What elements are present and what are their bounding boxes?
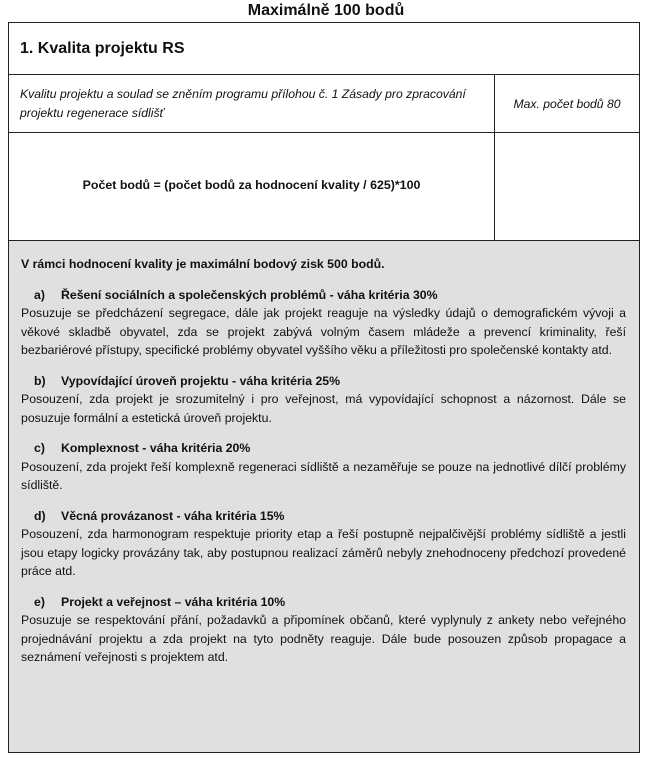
criterion-heading <box>21 439 626 458</box>
criterion-b <box>21 372 626 428</box>
criterion-d <box>21 507 626 581</box>
criterion-title: Řešení sociálních a společenských problémů - váha kritéria 30% <box>61 287 438 302</box>
criterion-text: Posouzení, zda projekt je srozumitelný i pro veřejnost, má vypovídající schopnost a názornost. Dále se posuzuje formální a estetická úroveň projektu. <box>21 392 626 425</box>
criterion-letter: d) <box>34 508 46 523</box>
criterion-a <box>21 286 626 360</box>
section-description: Kvalitu projektu a soulad se zněním programu přílohou č. 1 Zásady pro zpracování projektu regenerace sídlišť <box>20 87 466 120</box>
criterion-text: Posuzuje se respektování přání, požadavků a připomínek občanů, které vyplynuly z ankety nebo veřejného projednávání projektu a zda projekt na tyto podněty reaguje. Dále bude posouzen způsob propagace a seznámení veřejnosti s projektem atd. <box>21 613 626 664</box>
criterion-c <box>21 439 626 495</box>
section-title: 1. Kvalita projektu RS <box>9 23 639 75</box>
criterion-heading <box>21 507 626 526</box>
criterion-letter: c) <box>34 441 45 455</box>
column-divider <box>494 133 495 240</box>
criterion-title: Věcná provázanost - váha kritéria 15% <box>61 508 285 523</box>
criterion-title: Vypovídající úroveň projektu - váha kritéria 25% <box>61 373 341 388</box>
evaluation-table <box>8 22 640 753</box>
criterion-letter: b) <box>34 373 46 388</box>
max-points-cell: Max. počet bodů 80 <box>513 96 621 111</box>
criterion-heading <box>21 593 626 612</box>
points-formula: Počet bodů = (počet bodů za hodnocení kvality / 625)*100 <box>82 178 421 192</box>
criterion-e <box>21 593 626 667</box>
criterion-letter: e) <box>34 594 45 609</box>
criteria-intro: V rámci hodnocení kvality je maximální bodový zisk 500 bodů. <box>21 257 385 271</box>
criterion-text: Posouzení, zda harmonogram respektuje priority etap a řeší postupně nejpalčivější problémy sídliště a jestli jsou etapy logicky provázány tak, aby postupnou realizací záměrů nebyly znehodnoceny předchozí provedené práce atd. <box>21 527 626 578</box>
formula-row <box>9 133 639 241</box>
description-row <box>9 75 639 133</box>
criteria-panel <box>9 241 639 752</box>
criterion-text: Posouzení, zda projekt řeší komplexně regeneraci sídliště a nezaměřuje se pouze na jednotlivé dílčí problémy sídliště. <box>21 459 626 492</box>
criterion-title: Projekt a veřejnost – váha kritéria 10% <box>61 594 286 609</box>
criterion-heading <box>21 372 626 391</box>
criterion-letter: a) <box>34 287 45 302</box>
criterion-heading <box>21 286 626 305</box>
page-title: Maximálně 100 bodů <box>247 2 405 19</box>
criterion-text: Posuzuje se předcházení segregace, dále jak projekt reaguje na výsledky údajů o demografickém vývoji a věkové skladbě obyvatel, zda se projekt zabývá volným časem mládeže a prevencí kriminality, řeší bezbariérové přístupy, specifické problémy obyvatel vyššího věku a příležitosti pro společenské kontakty atd. <box>21 306 626 357</box>
criterion-title: Komplexnost - váha kritéria 20% <box>61 441 251 455</box>
